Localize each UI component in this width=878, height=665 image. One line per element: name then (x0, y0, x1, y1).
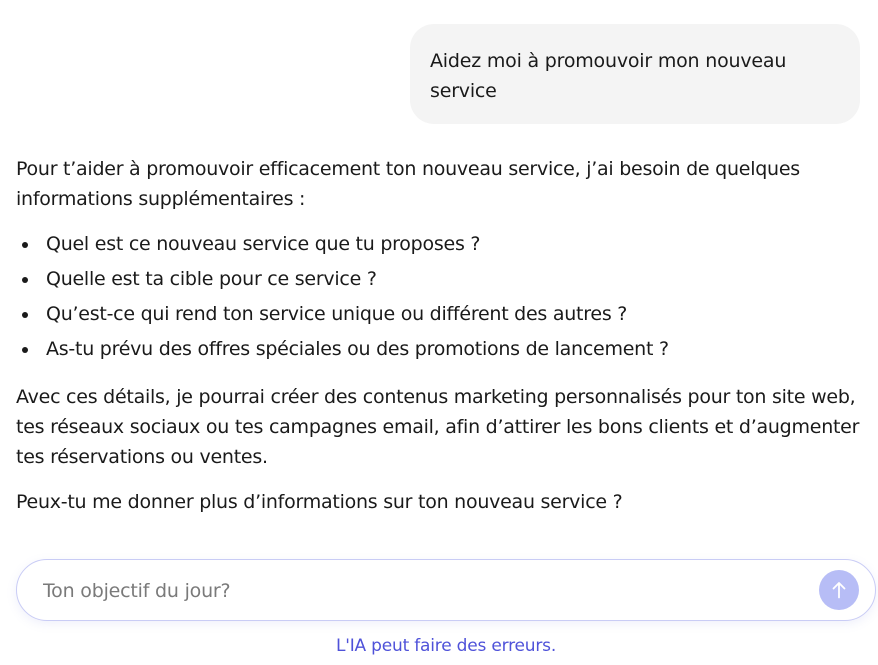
composer (16, 559, 876, 621)
bullet-icon (22, 347, 28, 353)
bullet-icon (22, 242, 28, 248)
ai-disclaimer: L'IA peut faire des erreurs. (335, 636, 557, 656)
message-input[interactable] (41, 574, 805, 608)
question-text: As-tu prévu des offres spéciales ou des promotions de lancement ? (46, 338, 669, 360)
assistant-closing: Peux-tu me donner plus d’informations sur ton nouveau service ? (16, 491, 623, 513)
question-text: Quel est ce nouveau service que tu proposes ? (46, 233, 481, 255)
bullet-icon (22, 312, 28, 318)
send-button[interactable] (819, 570, 859, 610)
arrow-up-icon (831, 581, 847, 599)
user-message-bubble (410, 24, 860, 124)
question-text: Quelle est ta cible pour ce service ? (46, 268, 377, 290)
assistant-message (16, 154, 866, 517)
assistant-intro: Pour t’aider à promouvoir efficacement ton nouveau service, j’ai besoin de quelques informations supplémentaires : (16, 158, 800, 210)
user-message-text: Aidez moi à promouvoir mon nouveau service (430, 50, 787, 102)
question-text: Qu’est-ce qui rend ton service unique ou différent des autres ? (46, 303, 628, 325)
list-item (16, 332, 866, 367)
list-item (16, 227, 866, 262)
question-list (16, 227, 866, 367)
list-item (16, 262, 866, 297)
list-item (16, 297, 866, 332)
bullet-icon (22, 277, 28, 283)
assistant-details: Avec ces détails, je pourrai créer des contenus marketing personnalisés pour ton site web, tes réseaux sociaux ou tes campagnes email, afin d’attirer les bons clients et d’augmenter tes réservations ou ventes. (16, 386, 860, 468)
